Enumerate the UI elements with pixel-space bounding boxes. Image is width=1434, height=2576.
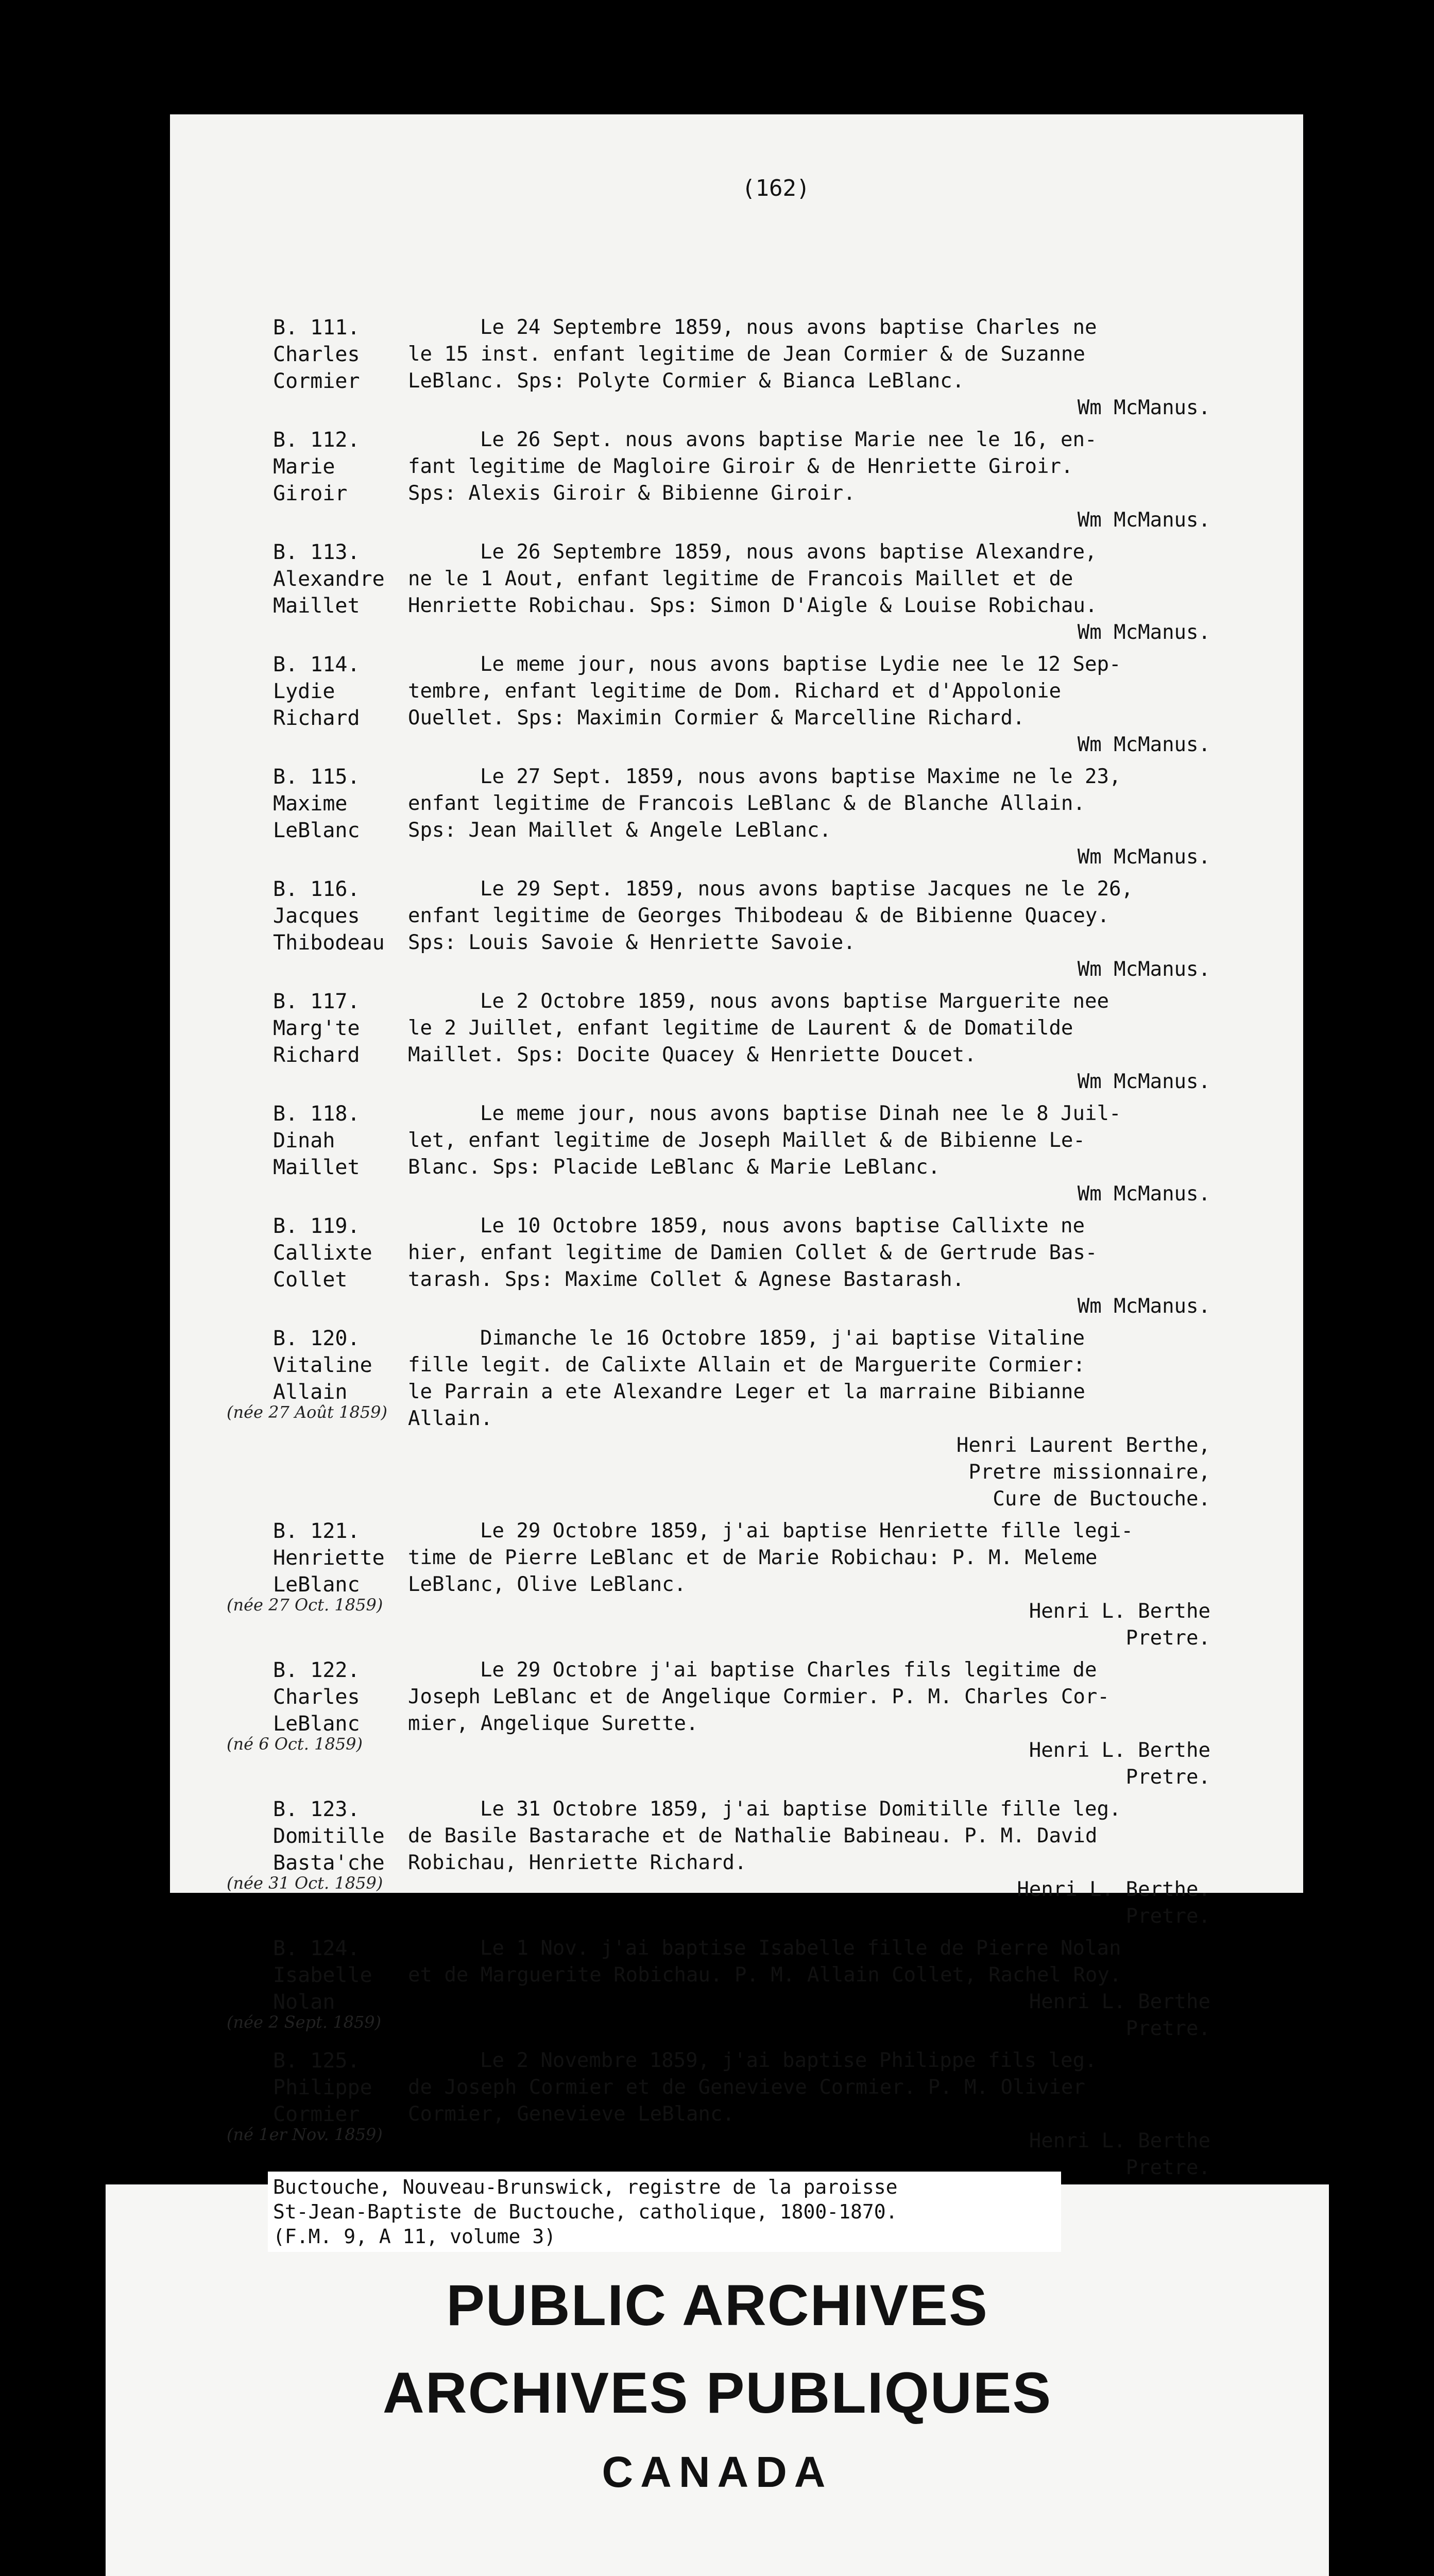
entry-margin xyxy=(273,876,407,956)
entry-name: Maillet xyxy=(273,1156,360,1179)
entry-line: Henriette Robichau. Sps: Simon D'Aigle & Louise Robichau. xyxy=(408,594,1098,617)
entry-line: fille legit. de Calixte Allain et de Marguerite Cormier: xyxy=(408,1353,1085,1377)
priest-signature: Pretre. xyxy=(1125,2156,1210,2179)
entry-line: Ouellet. Sps: Maximin Cormier & Marcelline Richard. xyxy=(408,706,1025,730)
priest-signature: Pretre. xyxy=(1125,1766,1210,1789)
priest-signature: Henri Laurent Berthe, xyxy=(956,1434,1210,1457)
entry-name: Richard xyxy=(273,1043,360,1067)
entry-number: B. 120. xyxy=(273,1327,360,1350)
baptism-entry xyxy=(227,2047,1252,2181)
entry-line: Le 29 Octobre j'ai baptise Charles fils legitime de xyxy=(480,1658,1097,1682)
entry-name: Henriette xyxy=(273,1546,385,1570)
priest-signature: Pretre missionnaire, xyxy=(968,1461,1210,1484)
entry-number: B. 119. xyxy=(273,1214,360,1238)
priest-signature: Pretre. xyxy=(1125,2017,1210,2040)
entry-margin xyxy=(273,1657,407,1737)
entry-line: Dimanche le 16 Octobre 1859, j'ai baptise Vitaline xyxy=(480,1327,1085,1350)
entry-name: Charles xyxy=(273,343,360,366)
entry-name: Basta'che xyxy=(273,1851,385,1875)
baptism-entry xyxy=(227,1518,1252,1652)
entry-name: Giroir xyxy=(273,482,348,505)
baptism-entry xyxy=(273,876,1252,983)
entry-text xyxy=(408,539,1252,646)
entry-text xyxy=(408,1657,1252,1791)
priest-signature: Wm McManus. xyxy=(1077,621,1210,644)
entry-name: LeBlanc xyxy=(273,1712,360,1736)
entry-text xyxy=(408,314,1252,421)
entry-margin xyxy=(273,988,407,1069)
entry-name: Maxime xyxy=(273,792,348,816)
priest-signature: Cure de Buctouche. xyxy=(993,1487,1210,1511)
entry-number: B. 111. xyxy=(273,316,360,340)
baptism-entry xyxy=(227,1657,1252,1791)
entry-line: Le 31 Octobre 1859, j'ai baptise Domitille fille leg. xyxy=(480,1798,1121,1821)
entry-line: mier, Angelique Surette. xyxy=(408,1712,698,1735)
entry-name: Lydie xyxy=(273,680,335,703)
baptism-entry xyxy=(273,539,1252,646)
entry-name: LeBlanc xyxy=(273,1573,360,1597)
entry-line: time de Pierre LeBlanc et de Marie Robichau: P. M. Meleme xyxy=(408,1546,1098,1569)
entry-number: B. 113. xyxy=(273,540,360,564)
entry-number: B. 122. xyxy=(273,1658,360,1682)
handwritten-birth-note: (née 2 Sept. 1859) xyxy=(227,2012,382,2032)
entry-line: tarash. Sps: Maxime Collet & Agnese Bastarash. xyxy=(408,1268,965,1291)
canada-heading: CANADA xyxy=(602,2448,833,2496)
entry-text xyxy=(408,1100,1252,1208)
entry-margin xyxy=(273,764,407,844)
entry-text xyxy=(408,1213,1252,1320)
entry-text xyxy=(408,764,1252,871)
entry-margin xyxy=(273,1518,407,1598)
priest-signature: Pretre. xyxy=(1125,1626,1210,1650)
entry-name: Philippe xyxy=(273,2076,372,2099)
priest-signature: Wm McManus. xyxy=(1077,1070,1210,1093)
entry-name: Charles xyxy=(273,1685,360,1709)
priest-signature: Henri L. Berthe xyxy=(1029,2129,1210,2153)
entry-name: Jacques xyxy=(273,904,360,928)
entry-line: Le 2 Octobre 1859, nous avons baptise Marguerite nee xyxy=(480,990,1109,1013)
baptism-entries xyxy=(227,314,1252,2187)
entry-line: Blanc. Sps: Placide LeBlanc & Marie LeBlanc. xyxy=(408,1156,941,1179)
baptism-entry xyxy=(273,1213,1252,1320)
entry-margin xyxy=(273,651,407,732)
entry-number: B. 116. xyxy=(273,877,360,901)
priest-signature: Wm McManus. xyxy=(1077,845,1210,869)
entry-name: Thibodeau xyxy=(273,931,385,955)
entry-line: enfant legitime de Francois LeBlanc & de Blanche Allain. xyxy=(408,792,1085,815)
entry-line: Le 29 Sept. 1859, nous avons baptise Jacques ne le 26, xyxy=(480,877,1133,901)
baptism-entry xyxy=(273,764,1252,871)
entry-margin xyxy=(273,314,407,395)
entry-text xyxy=(408,651,1252,758)
baptism-entry xyxy=(273,427,1252,534)
entry-name: Marg'te xyxy=(273,1016,360,1040)
entry-text xyxy=(408,1935,1252,2042)
entry-name: Vitaline xyxy=(273,1353,372,1377)
entry-name: Richard xyxy=(273,706,360,730)
entry-text xyxy=(408,988,1252,1095)
entry-line: Le meme jour, nous avons baptise Lydie nee le 12 Sep- xyxy=(480,653,1121,676)
priest-signature: Pretre. xyxy=(1125,1905,1210,1928)
archive-ref-line: St-Jean-Baptiste de Buctouche, catholique, 1800-1870. xyxy=(273,2200,898,2223)
handwritten-birth-note: (née 27 Oct. 1859) xyxy=(227,1595,383,1615)
entry-name: Alexandre xyxy=(273,567,385,591)
entry-margin xyxy=(273,1213,407,1293)
archive-reference xyxy=(268,2172,1061,2252)
entry-name: LeBlanc xyxy=(273,819,360,842)
entry-line: Le 1 Nov. j'ai baptise Isabelle fille de Pierre Nolan xyxy=(480,1937,1121,1960)
entry-name: Cormier xyxy=(273,2103,360,2126)
entry-text xyxy=(408,876,1252,983)
entry-text xyxy=(408,2047,1252,2181)
entry-name: Marie xyxy=(273,455,335,479)
entry-line: Le 27 Sept. 1859, nous avons baptise Maxime ne le 23, xyxy=(480,765,1121,788)
archive-ref-line: (F.M. 9, A 11, volume 3) xyxy=(273,2225,556,2248)
entry-line: de Joseph Cormier et de Genevieve Cormier. P. M. Olivier xyxy=(408,2076,1085,2099)
priest-signature: Henri L. Berthe xyxy=(1029,1990,1210,2013)
entry-margin xyxy=(273,427,407,507)
priest-signature: Wm McManus. xyxy=(1077,1182,1210,1206)
entry-number: B. 114. xyxy=(273,653,360,676)
entry-line: Allain. xyxy=(408,1407,493,1430)
entry-text xyxy=(408,427,1252,534)
entry-line: Sps: Jean Maillet & Angele LeBlanc. xyxy=(408,819,831,842)
baptism-entry xyxy=(273,651,1252,758)
entry-line: Le 2 Novembre 1859, j'ai baptise Philippe fils leg. xyxy=(480,2049,1097,2072)
entry-line: ne le 1 Aout, enfant legitime de Francois Maillet et de xyxy=(408,567,1073,590)
entry-line: de Basile Bastarache et de Nathalie Babineau. P. M. David xyxy=(408,1824,1098,1848)
archive-ref-line: Buctouche, Nouveau-Brunswick, registre de la paroisse xyxy=(273,2176,898,2198)
baptism-entry xyxy=(273,988,1252,1095)
entry-text xyxy=(408,1518,1252,1652)
priest-signature: Wm McManus. xyxy=(1077,1295,1210,1318)
entry-line: tembre, enfant legitime de Dom. Richard et d'Appolonie xyxy=(408,680,1061,703)
entry-name: Cormier xyxy=(273,369,360,393)
entry-number: B. 124. xyxy=(273,1937,360,1960)
baptism-entry xyxy=(273,314,1252,421)
archives-publiques-heading: ARCHIVES PUBLIQUES xyxy=(382,2361,1052,2425)
entry-line: fant legitime de Magloire Giroir & de Henriette Giroir. xyxy=(408,455,1073,478)
entry-line: le Parrain a ete Alexandre Leger et la marraine Bibianne xyxy=(408,1380,1085,1403)
entry-line: LeBlanc, Olive LeBlanc. xyxy=(408,1573,687,1596)
entry-margin xyxy=(273,1100,407,1181)
entry-margin xyxy=(273,1325,407,1405)
entry-name: Nolan xyxy=(273,1990,335,2014)
entry-line: le 2 Juillet, enfant legitime de Laurent & de Domatilde xyxy=(408,1016,1073,1040)
entry-line: Cormier, Genevieve LeBlanc. xyxy=(408,2103,735,2126)
entry-number: B. 121. xyxy=(273,1519,360,1543)
entry-line: Le meme jour, nous avons baptise Dinah nee le 8 Juil- xyxy=(480,1102,1121,1125)
entry-line: Sps: Louis Savoie & Henriette Savoie. xyxy=(408,931,856,954)
entry-margin xyxy=(273,2047,407,2128)
entry-number: B. 123. xyxy=(273,1798,360,1821)
entry-margin xyxy=(273,1796,407,1876)
entry-name: Domitille xyxy=(273,1824,385,1848)
priest-signature: Wm McManus. xyxy=(1077,396,1210,419)
entry-name: Maillet xyxy=(273,594,360,618)
baptism-entry xyxy=(227,1796,1252,1930)
public-archives-heading: PUBLIC ARCHIVES xyxy=(446,2273,988,2337)
entry-number: B. 125. xyxy=(273,2049,360,2073)
entry-name: Isabelle xyxy=(273,1963,372,1987)
entry-name: Dinah xyxy=(273,1129,335,1153)
baptism-entry xyxy=(227,1325,1252,1513)
entry-name: Allain xyxy=(273,1380,348,1404)
entry-line: le 15 inst. enfant legitime de Jean Cormier & de Suzanne xyxy=(408,343,1085,366)
entry-line: et de Marguerite Robichau. P. M. Allain Collet, Rachel Roy. xyxy=(408,1963,1122,1987)
entry-line: Robichau, Henriette Richard. xyxy=(408,1851,747,1874)
entry-line: Le 26 Septembre 1859, nous avons baptise Alexandre, xyxy=(480,540,1097,564)
entry-line: Le 24 Septembre 1859, nous avons baptise Charles ne xyxy=(480,316,1097,339)
priest-signature: Wm McManus. xyxy=(1077,733,1210,756)
entry-line: Joseph LeBlanc et de Angelique Cormier. P. M. Charles Cor- xyxy=(408,1685,1109,1708)
entry-line: Le 26 Sept. nous avons baptise Marie nee le 16, en- xyxy=(480,428,1097,451)
priest-signature: Wm McManus. xyxy=(1077,958,1210,981)
baptism-entry xyxy=(227,1935,1252,2042)
entry-line: LeBlanc. Sps: Polyte Cormier & Bianca LeBlanc. xyxy=(408,369,965,393)
entry-number: B. 118. xyxy=(273,1102,360,1126)
entry-line: let, enfant legitime de Joseph Maillet & de Bibienne Le- xyxy=(408,1129,1085,1152)
entry-margin xyxy=(273,1935,407,2015)
entry-number: B. 115. xyxy=(273,765,360,789)
priest-signature: Henri L. Berthe xyxy=(1029,1739,1210,1762)
handwritten-birth-note: (née 27 Août 1859) xyxy=(227,1402,387,1422)
entry-line: Le 29 Octobre 1859, j'ai baptise Henriette fille legi- xyxy=(480,1519,1133,1543)
baptism-entry xyxy=(273,1100,1252,1208)
entry-line: Le 10 Octobre 1859, nous avons baptise Callixte ne xyxy=(480,1214,1085,1238)
handwritten-birth-note: (née 31 Oct. 1859) xyxy=(227,1873,383,1893)
entry-name: Callixte xyxy=(273,1241,372,1265)
handwritten-birth-note: (né 6 Oct. 1859) xyxy=(227,1734,363,1754)
entry-margin xyxy=(273,539,407,619)
page-number: (162) xyxy=(742,175,810,201)
priest-signature: Wm McManus. xyxy=(1077,509,1210,532)
entry-number: B. 112. xyxy=(273,428,360,452)
entry-text xyxy=(408,1325,1252,1513)
entry-text xyxy=(408,1796,1252,1930)
handwritten-birth-note: (né 1er Nov. 1859) xyxy=(227,2125,383,2144)
entry-line: hier, enfant legitime de Damien Collet & de Gertrude Bas- xyxy=(408,1241,1098,1264)
priest-signature: Henri L. Berthe. xyxy=(1017,1878,1210,1901)
entry-line: Maillet. Sps: Docite Quacey & Henriette Doucet. xyxy=(408,1043,977,1066)
entry-name: Collet xyxy=(273,1268,348,1292)
priest-signature: Henri L. Berthe xyxy=(1029,1600,1210,1623)
entry-number: B. 117. xyxy=(273,990,360,1013)
entry-line: enfant legitime de Georges Thibodeau & de Bibienne Quacey. xyxy=(408,904,1109,927)
entry-line: Sps: Alexis Giroir & Bibienne Giroir. xyxy=(408,482,856,505)
